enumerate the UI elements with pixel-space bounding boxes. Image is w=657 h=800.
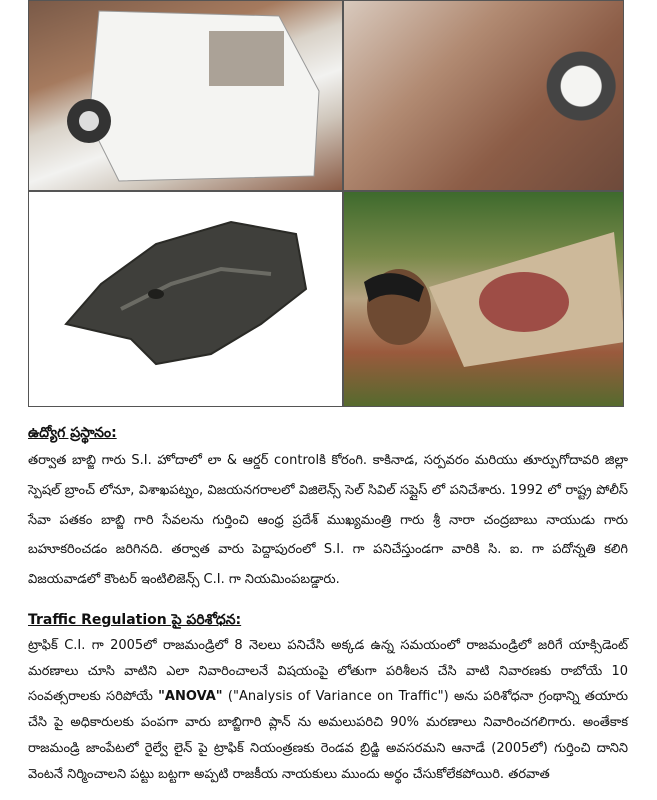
traffic-text-part2: ("Analysis of Variance on Traffic") అను పరిశోధనా గ్రంథాన్ని తయారు చేసి పై అధికారులకు పంపగా వారు బాబ్జిగారి ప్లాన్ ను అమలుపరిచి 90% మరణాలు నివారించగలిగారు. అంతేకాక రాజమండ్రి జాంపేటలో రైల్వే లైన్ పై ట్రాఫిక్ నియంత్రణకు రెండవ బ్రిడ్జి అవసరమని ఆనాడే (2005లో) గుర్తించి దానిని వెంటనే నిర్మించాలని పట్టు బట్టగా అప్పటి రాజకీయ నాయకులు ముందు అర్థం చేసుకోలేకపోయిరి. తరవాత (28, 689, 628, 782)
car-wreckage-wheel-photo (343, 0, 624, 191)
section-heading-traffic: Traffic Regulation పై పరిశోధన: (28, 612, 242, 628)
photo-grid (28, 0, 624, 407)
section-heading-career: ఉద్యోగ ప్రస్థానం: (28, 425, 117, 441)
anova-term: "ANOVA" (158, 689, 223, 705)
career-paragraph: తర్వాత బాబ్జి గారు S.I. హోదాలో లా & ఆర్డర్ controlకి కోరంగి. కాకినాడ, సర్పవరం మరియు తూర్పుగోదావరి జిల్లా స్పెషల్ బ్రాంచ్ లోనూ, విశాఖపట్నం, విజయనగరాలలో విజిలెన్స్ సెల్ సివిల్ సప్లైస్ లో పనిచేశారు. 1992 లో రాష్ట్ర పోలీస్ సేవా పతకం బాబ్జి గారి సేవలను గుర్తించి ఆంధ్ర ప్రదేశ్ ముఖ్యమంత్రి గారు శ్రీ నారా చంద్రబాబు నాయుడు గారు బహూకరించడం జరిగినది. తర్వాత వారు పెద్దాపురంలో S.I. గా పనిచేస్తుండగా వారికి సి. ఐ. గా పదోన్నతి కలిగి విజయవాడలో కౌంటర్ ఇంటిలిజెన్స్ C.I. గా నియమింపబడ్డారు. (28, 453, 628, 588)
injured-officer-photo (343, 191, 624, 407)
traffic-paragraph (28, 633, 628, 787)
wrecked-car-photo (28, 0, 343, 191)
traffic-text-part1: ట్రాఫిక్ C.I. గా 2005లో రాజమండ్రిలో 8 నెలలు పనిచేసి అక్కడ ఉన్న సమయంలో రాజమండ్రిలో జరిగే యాక్సిడెంట్ మరణాలు చూసి వాటిని ఎలా నివారించాలనే విషయంపై లోతుగా పరిశీలన చేసి వాటి నివారణకు రాబోయే 10 సంవత్సరాలకు సరిపోయే (28, 638, 628, 705)
metal-fragment-photo (28, 191, 343, 407)
